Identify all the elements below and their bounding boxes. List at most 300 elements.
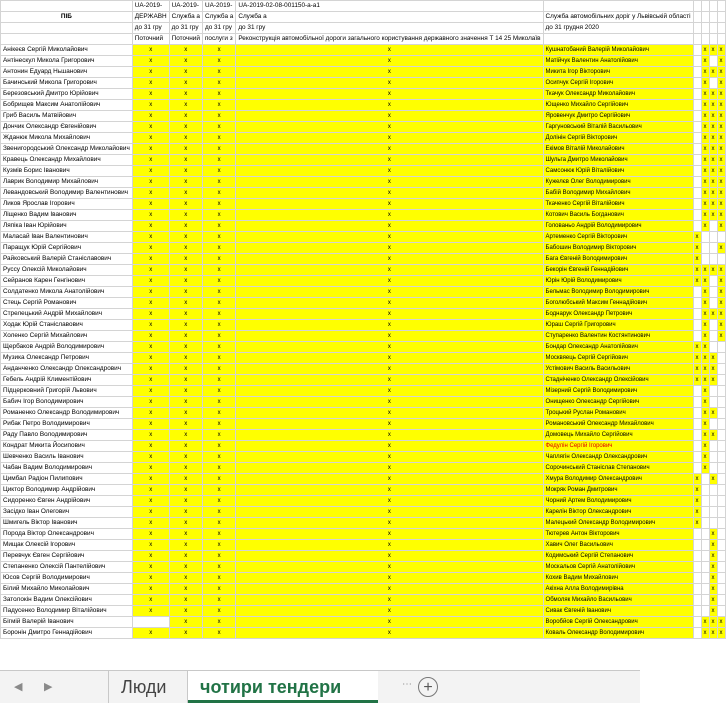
cell-mark[interactable]: x [701, 210, 709, 221]
cell-mark[interactable]: x [202, 133, 235, 144]
cell-mark[interactable]: x [701, 441, 709, 452]
cell-person[interactable]: Тютерев Антон Вікторович [543, 529, 693, 540]
cell-empty[interactable] [132, 617, 169, 628]
cell-mark[interactable]: x [202, 89, 235, 100]
cell-mark[interactable]: x [132, 276, 169, 287]
cell-name[interactable]: Ляпіка Іван Юрійович [1, 221, 133, 232]
cell-person[interactable]: Воробйов Сергій Олександрович [543, 617, 693, 628]
cell-mark[interactable]: x [717, 309, 725, 320]
cell-mark[interactable]: x [236, 474, 543, 485]
cell-empty[interactable] [701, 573, 709, 584]
cell-person[interactable]: Обмоляк Михайло Васильович [543, 595, 693, 606]
cell-mark[interactable]: x [236, 331, 543, 342]
cell-mark[interactable]: x [202, 67, 235, 78]
cell-mark[interactable]: x [202, 386, 235, 397]
cell-mark[interactable]: x [709, 562, 717, 573]
cell-empty[interactable] [709, 320, 717, 331]
cell-name[interactable]: Дончик Олександр Євгенійович [1, 122, 133, 133]
cell-mark[interactable]: x [169, 342, 202, 353]
cell-name[interactable]: Ліщенко Вадим Іванович [1, 210, 133, 221]
cell-mark[interactable]: x [701, 133, 709, 144]
cell-mark[interactable]: x [169, 529, 202, 540]
cell-mark[interactable]: x [717, 155, 725, 166]
cell-mark[interactable]: x [132, 287, 169, 298]
cell-mark[interactable]: x [169, 353, 202, 364]
cell-mark[interactable]: x [701, 188, 709, 199]
cell-mark[interactable]: x [717, 45, 725, 56]
cell-person[interactable]: Ющенко Михайло Сергійович [543, 100, 693, 111]
cell-mark[interactable]: x [169, 100, 202, 111]
scroll-left-arrow-icon[interactable]: ◀ [14, 681, 23, 693]
cell-name[interactable]: Бабич Ігор Володимирович [1, 397, 133, 408]
cell-mark[interactable]: x [236, 562, 543, 573]
cell-name[interactable]: Холенко Сергій Михайлович [1, 331, 133, 342]
cell-mark[interactable]: x [717, 177, 725, 188]
header-cell[interactable] [709, 1, 717, 12]
cell-mark[interactable]: x [132, 342, 169, 353]
cell-mark[interactable]: x [132, 452, 169, 463]
cell-mark[interactable]: x [709, 529, 717, 540]
cell-mark[interactable]: x [132, 375, 169, 386]
cell-mark[interactable]: x [236, 89, 543, 100]
header-deadline[interactable]: до 31 гру [169, 23, 202, 34]
cell-mark[interactable]: x [169, 111, 202, 122]
cell-empty[interactable] [709, 518, 717, 529]
cell-empty[interactable] [717, 430, 725, 441]
cell-empty[interactable] [717, 386, 725, 397]
cell-person[interactable]: Федулін Сергій Ігорович [543, 441, 693, 452]
cell-mark[interactable]: x [236, 441, 543, 452]
cell-mark[interactable]: x [202, 210, 235, 221]
cell-empty[interactable] [709, 386, 717, 397]
cell-mark[interactable]: x [701, 463, 709, 474]
cell-mark[interactable]: x [709, 177, 717, 188]
cell-mark[interactable]: x [202, 419, 235, 430]
cell-mark[interactable]: x [701, 628, 709, 639]
cell-mark[interactable]: x [709, 122, 717, 133]
cell-empty[interactable] [717, 529, 725, 540]
cell-mark[interactable]: x [169, 430, 202, 441]
cell-mark[interactable]: x [701, 67, 709, 78]
cell-empty[interactable] [693, 441, 701, 452]
cell-empty[interactable] [709, 243, 717, 254]
cell-mark[interactable]: x [202, 155, 235, 166]
cell-mark[interactable]: x [169, 298, 202, 309]
cell-mark[interactable]: x [236, 606, 543, 617]
cell-mark[interactable]: x [693, 375, 701, 386]
cell-person[interactable]: Москальов Сергій Анатолійович [543, 562, 693, 573]
cell-person[interactable]: Кужелєв Олег Володимирович [543, 177, 693, 188]
cell-mark[interactable]: x [236, 100, 543, 111]
cell-mark[interactable]: x [701, 331, 709, 342]
cell-empty[interactable] [717, 254, 725, 265]
cell-name[interactable]: Жданюк Микола Михайлович [1, 133, 133, 144]
cell-mark[interactable]: x [202, 518, 235, 529]
cell-person[interactable]: Бекорін Євгеній Геннадійович [543, 265, 693, 276]
cell-mark[interactable]: x [132, 595, 169, 606]
cell-mark[interactable]: x [202, 353, 235, 364]
cell-mark[interactable]: x [717, 188, 725, 199]
cell-empty[interactable] [709, 463, 717, 474]
cell-mark[interactable]: x [169, 166, 202, 177]
header-col-name[interactable]: ПІБ [1, 12, 133, 23]
cell-mark[interactable]: x [717, 67, 725, 78]
cell-mark[interactable]: x [169, 56, 202, 67]
cell-empty[interactable] [693, 133, 701, 144]
cell-empty[interactable] [701, 232, 709, 243]
cell-empty[interactable] [693, 573, 701, 584]
cell-empty[interactable] [693, 617, 701, 628]
cell-empty[interactable] [717, 232, 725, 243]
cell-mark[interactable]: x [132, 628, 169, 639]
cell-mark[interactable]: x [132, 309, 169, 320]
cell-mark[interactable]: x [693, 507, 701, 518]
cell-name[interactable]: Засідко Іван Олегович [1, 507, 133, 518]
cell-mark[interactable]: x [169, 474, 202, 485]
cell-mark[interactable]: x [132, 210, 169, 221]
cell-mark[interactable]: x [709, 67, 717, 78]
cell-empty[interactable] [701, 243, 709, 254]
cell-mark[interactable]: x [132, 298, 169, 309]
cell-mark[interactable]: x [236, 408, 543, 419]
cell-empty[interactable] [693, 199, 701, 210]
cell-mark[interactable]: x [169, 551, 202, 562]
cell-mark[interactable]: x [717, 111, 725, 122]
cell-mark[interactable]: x [202, 56, 235, 67]
cell-mark[interactable]: x [132, 78, 169, 89]
cell-mark[interactable]: x [709, 375, 717, 386]
cell-mark[interactable]: x [202, 397, 235, 408]
cell-empty[interactable] [709, 232, 717, 243]
cell-empty[interactable] [701, 529, 709, 540]
cell-mark[interactable]: x [202, 551, 235, 562]
cell-mark[interactable]: x [169, 177, 202, 188]
cell-empty[interactable] [693, 78, 701, 89]
cell-person[interactable]: Акіхна Алла Володимирівна [543, 584, 693, 595]
cell-mark[interactable]: x [169, 507, 202, 518]
cell-empty[interactable] [693, 397, 701, 408]
cell-name[interactable]: Мищак Олексій Ігорович [1, 540, 133, 551]
cell-mark[interactable]: x [701, 309, 709, 320]
cell-mark[interactable]: x [701, 342, 709, 353]
cell-mark[interactable]: x [717, 320, 725, 331]
cell-mark[interactable]: x [132, 584, 169, 595]
cell-empty[interactable] [693, 188, 701, 199]
cell-mark[interactable]: x [693, 265, 701, 276]
cell-mark[interactable]: x [132, 419, 169, 430]
cell-person[interactable]: Екімов Віталій Миколайович [543, 144, 693, 155]
cell-mark[interactable]: x [709, 617, 717, 628]
cell-mark[interactable]: x [236, 397, 543, 408]
cell-mark[interactable]: x [132, 155, 169, 166]
cell-empty[interactable] [701, 584, 709, 595]
cell-empty[interactable] [701, 474, 709, 485]
cell-mark[interactable]: x [202, 496, 235, 507]
cell-mark[interactable]: x [693, 276, 701, 287]
cell-mark[interactable]: x [709, 133, 717, 144]
cell-mark[interactable]: x [202, 177, 235, 188]
cell-name[interactable]: Затолокін Вадим Олексійович [1, 595, 133, 606]
cell-empty[interactable] [709, 221, 717, 232]
cell-mark[interactable]: x [709, 265, 717, 276]
cell-person[interactable]: Самсонюк Юрій Віталійович [543, 166, 693, 177]
cell-empty[interactable] [701, 540, 709, 551]
cell-mark[interactable]: x [132, 232, 169, 243]
cell-mark[interactable]: x [709, 474, 717, 485]
cell-empty[interactable] [717, 551, 725, 562]
cell-name[interactable]: Ликов Ярослав Ігорович [1, 199, 133, 210]
header-cell[interactable] [717, 1, 725, 12]
cell-mark[interactable]: x [693, 364, 701, 375]
cell-mark[interactable]: x [202, 617, 235, 628]
cell-mark[interactable]: x [709, 584, 717, 595]
cell-empty[interactable] [693, 331, 701, 342]
cell-empty[interactable] [701, 562, 709, 573]
cell-mark[interactable]: x [132, 496, 169, 507]
cell-mark[interactable]: x [236, 210, 543, 221]
header-subject[interactable]: Поточний [132, 34, 169, 45]
cell-person[interactable]: Чаплягін Олександр Олександрович [543, 452, 693, 463]
cell-empty[interactable] [693, 562, 701, 573]
cell-person[interactable]: Ткачук Олександр Миколайович [543, 89, 693, 100]
cell-name[interactable]: Падусенко Володимир Віталійович [1, 606, 133, 617]
cell-mark[interactable]: x [236, 232, 543, 243]
cell-empty[interactable] [709, 331, 717, 342]
cell-mark[interactable]: x [717, 243, 725, 254]
cell-empty[interactable] [693, 309, 701, 320]
cell-empty[interactable] [701, 496, 709, 507]
cell-mark[interactable]: x [701, 56, 709, 67]
cell-empty[interactable] [701, 606, 709, 617]
cell-name[interactable]: Стець Сергій Романович [1, 298, 133, 309]
cell-mark[interactable]: x [701, 122, 709, 133]
cell-empty[interactable] [693, 210, 701, 221]
cell-empty[interactable] [709, 496, 717, 507]
cell-mark[interactable]: x [709, 188, 717, 199]
cell-empty[interactable] [693, 595, 701, 606]
cell-mark[interactable]: x [132, 89, 169, 100]
cell-empty[interactable] [701, 551, 709, 562]
cell-name[interactable]: Кузмів Борис Іванович [1, 166, 133, 177]
cell-empty[interactable] [717, 562, 725, 573]
cell-mark[interactable]: x [132, 331, 169, 342]
cell-mark[interactable]: x [169, 518, 202, 529]
cell-mark[interactable]: x [169, 397, 202, 408]
cell-person[interactable]: Троцький Руслан Романович [543, 408, 693, 419]
cell-mark[interactable]: x [693, 254, 701, 265]
cell-empty[interactable] [709, 276, 717, 287]
cell-mark[interactable]: x [202, 342, 235, 353]
cell-mark[interactable]: x [717, 56, 725, 67]
cell-empty[interactable] [693, 89, 701, 100]
cell-mark[interactable]: x [236, 166, 543, 177]
cell-mark[interactable]: x [709, 595, 717, 606]
cell-empty[interactable] [693, 584, 701, 595]
cell-mark[interactable]: x [132, 188, 169, 199]
cell-name[interactable]: Циктор Володимир Андрійович [1, 485, 133, 496]
header-cell[interactable] [693, 23, 701, 34]
cell-mark[interactable]: x [236, 111, 543, 122]
header-deadline[interactable]: до 31 гру [236, 23, 543, 34]
cell-mark[interactable]: x [202, 243, 235, 254]
cell-mark[interactable]: x [701, 375, 709, 386]
cell-mark[interactable]: x [169, 584, 202, 595]
cell-empty[interactable] [693, 166, 701, 177]
cell-mark[interactable]: x [132, 122, 169, 133]
cell-mark[interactable]: x [132, 221, 169, 232]
cell-mark[interactable]: x [701, 78, 709, 89]
cell-mark[interactable]: x [132, 386, 169, 397]
cell-empty[interactable] [717, 606, 725, 617]
cell-mark[interactable]: x [132, 353, 169, 364]
cell-empty[interactable] [709, 507, 717, 518]
cell-name[interactable]: Бачинський Микола Григорович [1, 78, 133, 89]
cell-mark[interactable]: x [717, 265, 725, 276]
header-cell[interactable] [717, 34, 725, 45]
cell-mark[interactable]: x [236, 496, 543, 507]
cell-person[interactable]: Бабошин Володимир Вікторович [543, 243, 693, 254]
cell-name[interactable]: Антінескул Микола Григорович [1, 56, 133, 67]
cell-name[interactable]: Анікеєв Сергій Миколайович [1, 45, 133, 56]
cell-name[interactable]: Кондрат Микита Йосипович [1, 441, 133, 452]
cell-mark[interactable]: x [132, 265, 169, 276]
cell-name[interactable]: Гебель Андрій Климентійович [1, 375, 133, 386]
cell-mark[interactable]: x [709, 353, 717, 364]
cell-empty[interactable] [693, 628, 701, 639]
cell-empty[interactable] [693, 177, 701, 188]
cell-empty[interactable] [709, 342, 717, 353]
cell-empty[interactable] [709, 298, 717, 309]
cell-mark[interactable]: x [236, 430, 543, 441]
cell-person[interactable]: Мізерний Сергій Володимирович [543, 386, 693, 397]
cell-mark[interactable]: x [202, 584, 235, 595]
cell-empty[interactable] [717, 364, 725, 375]
cell-empty[interactable] [709, 419, 717, 430]
cell-mark[interactable]: x [169, 628, 202, 639]
cell-name[interactable]: Анданченко Олександр Олександрович [1, 364, 133, 375]
cell-empty[interactable] [693, 67, 701, 78]
cell-name[interactable]: Романенко Олександр Володимирович [1, 408, 133, 419]
header-cell[interactable] [717, 23, 725, 34]
cell-mark[interactable]: x [169, 617, 202, 628]
cell-mark[interactable]: x [701, 430, 709, 441]
cell-mark[interactable]: x [709, 364, 717, 375]
cell-empty[interactable] [709, 56, 717, 67]
header-cell[interactable] [543, 1, 693, 12]
cell-mark[interactable]: x [236, 78, 543, 89]
cell-mark[interactable]: x [132, 364, 169, 375]
cell-name[interactable]: Боронін Дмитро Геннадійович [1, 628, 133, 639]
cell-person[interactable]: Кодимський Сергій Степанович [543, 551, 693, 562]
cell-mark[interactable]: x [701, 89, 709, 100]
cell-name[interactable]: Руссу Олексій Миколайович [1, 265, 133, 276]
cell-person[interactable]: Котович Василь Богданович [543, 210, 693, 221]
cell-empty[interactable] [709, 254, 717, 265]
cell-name[interactable]: Стрелецький Андрій Михайлович [1, 309, 133, 320]
cell-mark[interactable]: x [169, 78, 202, 89]
cell-mark[interactable]: x [236, 122, 543, 133]
cell-mark[interactable]: x [236, 265, 543, 276]
cell-mark[interactable]: x [717, 617, 725, 628]
cell-mark[interactable]: x [132, 562, 169, 573]
cell-name[interactable]: Сидоренко Євген Андрійович [1, 496, 133, 507]
cell-mark[interactable]: x [717, 221, 725, 232]
cell-mark[interactable]: x [709, 166, 717, 177]
cell-mark[interactable]: x [132, 100, 169, 111]
cell-mark[interactable]: x [132, 254, 169, 265]
cell-empty[interactable] [701, 485, 709, 496]
cell-name[interactable]: Раду Павло Володимирович [1, 430, 133, 441]
cell-mark[interactable]: x [169, 232, 202, 243]
cell-mark[interactable]: x [202, 331, 235, 342]
cell-mark[interactable]: x [236, 221, 543, 232]
cell-person[interactable]: Чорний Артем Володимирович [543, 496, 693, 507]
cell-empty[interactable] [693, 529, 701, 540]
cell-empty[interactable] [693, 408, 701, 419]
header-cell[interactable] [1, 23, 133, 34]
cell-name[interactable]: Бігмій Валерій Іванович [1, 617, 133, 628]
cell-empty[interactable] [717, 342, 725, 353]
cell-mark[interactable]: x [132, 540, 169, 551]
cell-mark[interactable]: x [132, 430, 169, 441]
cell-mark[interactable]: x [709, 199, 717, 210]
cell-mark[interactable]: x [169, 540, 202, 551]
cell-person[interactable]: Боголюбський Максим Геннадійович [543, 298, 693, 309]
cell-name[interactable]: Юсов Сергій Володимирович [1, 573, 133, 584]
cell-mark[interactable]: x [169, 199, 202, 210]
cell-empty[interactable] [693, 155, 701, 166]
cell-mark[interactable]: x [169, 419, 202, 430]
cell-mark[interactable]: x [169, 155, 202, 166]
cell-empty[interactable] [701, 595, 709, 606]
cell-mark[interactable]: x [236, 188, 543, 199]
cell-mark[interactable]: x [169, 243, 202, 254]
cell-mark[interactable]: x [132, 133, 169, 144]
cell-mark[interactable]: x [701, 364, 709, 375]
cell-mark[interactable]: x [132, 67, 169, 78]
cell-mark[interactable]: x [693, 496, 701, 507]
cell-mark[interactable]: x [236, 155, 543, 166]
cell-name[interactable]: Березовський Дмитро Юрійович [1, 89, 133, 100]
cell-mark[interactable]: x [169, 210, 202, 221]
cell-mark[interactable]: x [202, 111, 235, 122]
cell-mark[interactable]: x [169, 485, 202, 496]
cell-mark[interactable]: x [701, 397, 709, 408]
cell-name[interactable]: Звенигородський Олександр Миколайович [1, 144, 133, 155]
cell-mark[interactable]: x [169, 331, 202, 342]
cell-mark[interactable]: x [132, 573, 169, 584]
cell-empty[interactable] [693, 540, 701, 551]
cell-mark[interactable]: x [709, 573, 717, 584]
cell-mark[interactable]: x [202, 100, 235, 111]
cell-mark[interactable]: x [717, 78, 725, 89]
cell-mark[interactable]: x [236, 507, 543, 518]
cell-empty[interactable] [693, 100, 701, 111]
cell-person[interactable]: Кушнатобаний Валерій Миколайович [543, 45, 693, 56]
cell-mark[interactable]: x [236, 419, 543, 430]
cell-empty[interactable] [717, 518, 725, 529]
cell-mark[interactable]: x [132, 199, 169, 210]
cell-name[interactable]: Кравець Олександр Михайлович [1, 155, 133, 166]
cell-mark[interactable]: x [709, 155, 717, 166]
cell-name[interactable]: Шмигель Віктор Іванович [1, 518, 133, 529]
cell-person[interactable]: Ткаченко Сергій Віталійович [543, 199, 693, 210]
cell-mark[interactable]: x [132, 518, 169, 529]
cell-mark[interactable]: x [701, 320, 709, 331]
cell-person[interactable]: Юрін Юрій Володимирович [543, 276, 693, 287]
cell-mark[interactable]: x [236, 320, 543, 331]
cell-mark[interactable]: x [132, 56, 169, 67]
